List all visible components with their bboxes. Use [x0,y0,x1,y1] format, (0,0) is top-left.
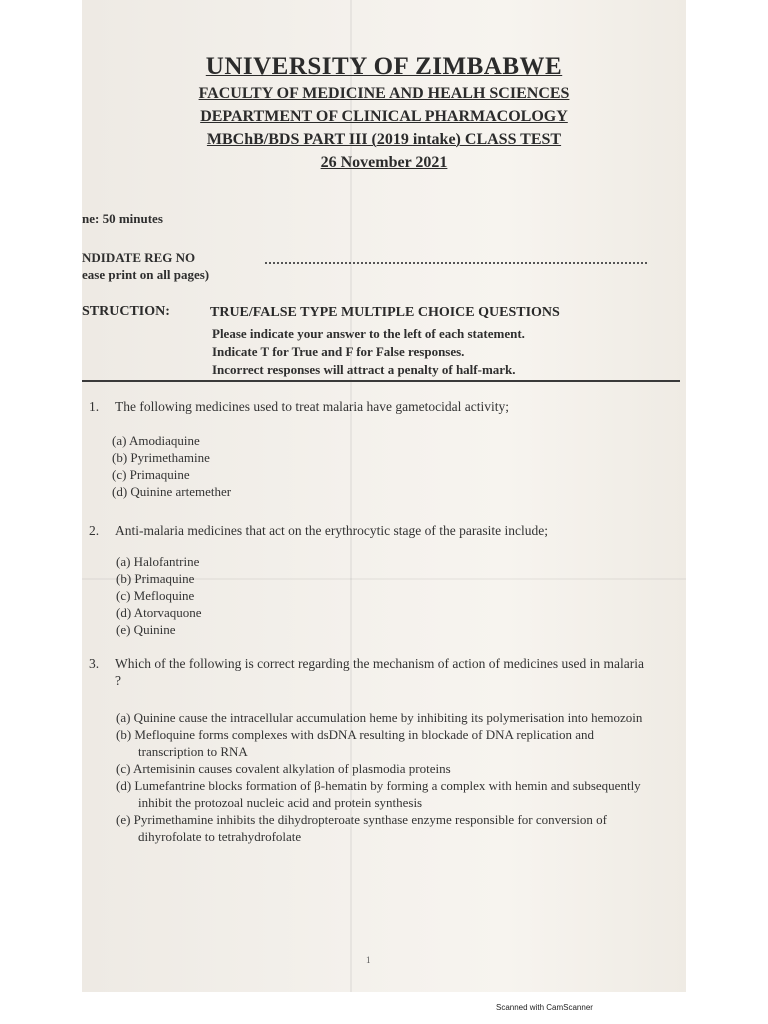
page-number: 1 [366,955,371,965]
question-number: 3. [89,656,100,671]
question-2-options [116,553,636,638]
department-title: DEPARTMENT OF CLINICAL PHARMACOLOGY [200,108,568,125]
instruction-line-1: Please indicate your answer to the left of each statement. [212,326,525,341]
option: (b) Mefloquine forms complexes with dsDNA resulting in blockade of DNA replication and transcription to RNA [116,727,595,759]
candidate-reg-label: NDIDATE REG NO [82,250,196,265]
question-3-options [116,709,656,845]
option: (c) Artemisinin causes covalent alkylation of plasmodia proteins [116,761,451,776]
question-text: The following medicines used to treat malaria have gametocidal activity; [115,399,509,414]
reg-number-blank [265,262,647,266]
option: (e) Pyrimethamine inhibits the dihydropteroate synthase enzyme responsible for conversion of dihyrofolate to tetrahydrofolate [116,812,607,844]
option: (d) Quinine artemether [112,484,232,499]
question-text: Anti-malaria medicines that act on the erythrocytic stage of the parasite include; [115,523,548,538]
option: (e) Quinine [116,622,176,637]
option: (a) Amodiaquine [112,433,200,448]
scanner-watermark: Scanned with CamScanner [496,1003,593,1012]
instruction-line-3: Incorrect responses will attract a penalty of half-mark. [212,362,516,377]
option: (a) Quinine cause the intracellular accumulation heme by inhibiting its polymerisation into hemozoin [116,710,643,725]
option: (d) Atorvaquone [116,605,202,620]
faculty-title: FACULTY OF MEDICINE AND HEALH SCIENCES [198,85,570,102]
test-date: 26 November 2021 [320,154,448,171]
question-text: Which of the following is correct regarding the mechanism of action of medicines used in malaria ? [115,656,644,688]
exam-sheet [82,0,686,992]
exam-header [82,52,686,174]
option: (c) Primaquine [112,467,190,482]
time-allowed: ne: 50 minutes [82,211,163,226]
option: (a) Halofantrine [116,554,200,569]
question-1-options [112,432,632,500]
test-title: MBChB/BDS PART III (2019 intake) CLASS TEST [206,131,562,148]
question-number: 1. [89,399,100,414]
question-number: 2. [89,523,100,538]
instruction-label: STRUCTION: [82,304,170,319]
option: (b) Primaquine [116,571,195,586]
section-divider [82,380,680,382]
print-note: ease print on all pages) [82,267,210,282]
university-title: UNIVERSITY OF ZIMBABWE [205,53,563,80]
option: (d) Lumefantrine blocks formation of β-hematin by forming a complex with hemin and subsequently inhibit the protozoal nucleic acid and protein synthesis [116,778,641,810]
option: (c) Mefloquine [116,588,195,603]
option: (b) Pyrimethamine [112,450,210,465]
instruction-line-2: Indicate T for True and F for False responses. [212,344,465,359]
instruction-heading: TRUE/FALSE TYPE MULTIPLE CHOICE QUESTIONS [210,305,560,320]
